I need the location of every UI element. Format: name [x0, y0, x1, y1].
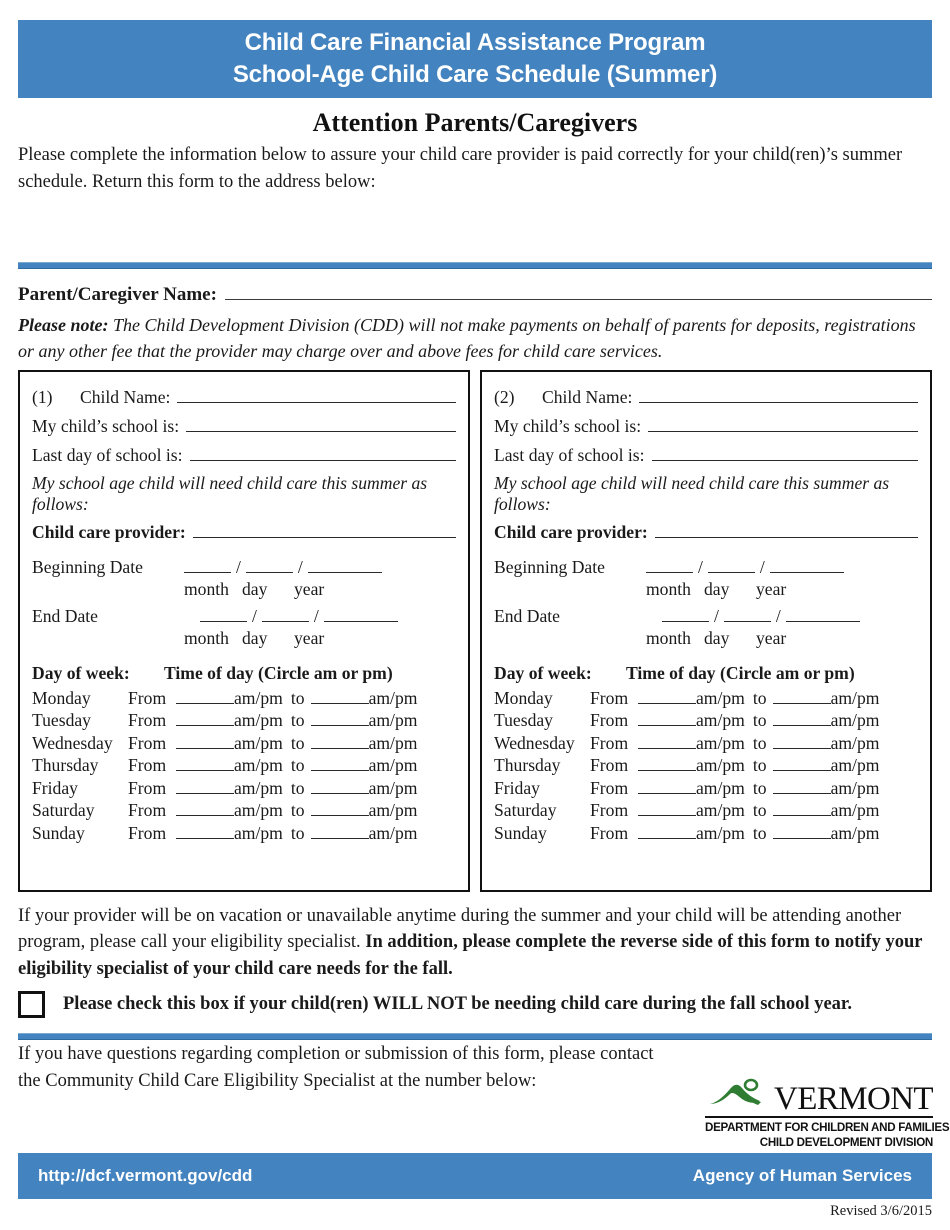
schedule-from-time-input-2-friday[interactable] — [638, 778, 696, 793]
page-title: Attention Parents/Caregivers — [312, 108, 638, 137]
child-name-input-2[interactable] — [639, 386, 918, 403]
last-day-label: Last day of school is: — [32, 444, 183, 465]
schedule-to-time-input-2-saturday[interactable] — [773, 801, 831, 816]
schedule-to-time-input-1-thursday[interactable] — [311, 756, 369, 771]
school-row — [494, 415, 918, 437]
time-of-day-header: Time of day (Circle am or pm) — [626, 663, 855, 684]
schedule-to-time-input-1-wednesday[interactable] — [311, 733, 369, 748]
beginning-year-input-1[interactable] — [308, 557, 382, 573]
child-box-2 — [480, 370, 932, 892]
date-slash: / — [698, 556, 703, 577]
schedule-to-ampm[interactable]: am/pm — [830, 822, 880, 843]
provider-input-2[interactable] — [655, 521, 918, 538]
schedule-to-time-input-2-sunday[interactable] — [773, 823, 831, 838]
schedule-row — [494, 687, 918, 710]
parent-caregiver-name-input[interactable] — [225, 281, 932, 300]
schedule-to-ampm[interactable]: am/pm — [368, 687, 418, 708]
schedule-day-label: Tuesday — [494, 710, 553, 731]
schedule-to-label: to — [752, 710, 767, 731]
schedule-from-ampm[interactable]: am/pm — [696, 710, 745, 731]
schedule-from-label: From — [590, 710, 629, 731]
date-slash: / — [236, 556, 241, 577]
schedule-from-time-input-1-monday[interactable] — [176, 688, 234, 703]
schedule-day-label: Saturday — [494, 800, 557, 821]
day-of-week-header: Day of week: — [494, 663, 592, 684]
logo-top-row — [705, 1074, 933, 1117]
please-note-lead: Please note: — [18, 315, 109, 335]
schedule-from-ampm[interactable]: am/pm — [696, 822, 745, 843]
schedule-day-label: Wednesday — [32, 732, 113, 753]
divider-bottom — [18, 1033, 932, 1040]
schedule-day-label: Tuesday — [32, 710, 91, 731]
end-date-row — [494, 606, 918, 627]
schedule-from-ampm[interactable]: am/pm — [234, 732, 283, 753]
schedule-row — [32, 709, 456, 732]
schedule-to-time-input-2-tuesday[interactable] — [773, 711, 831, 726]
schedule-from-label: From — [590, 800, 629, 821]
schedule-to-time-input-2-thursday[interactable] — [773, 756, 831, 771]
vacation-bold-text: In addition, please complete the reverse side of this form to notify your eligibility specialist of your child care needs for the fall. — [18, 932, 923, 979]
schedule-row — [32, 799, 456, 822]
schedule-row — [32, 732, 456, 755]
parent-caregiver-name-row — [18, 281, 932, 306]
schedule-to-ampm[interactable]: am/pm — [830, 777, 880, 798]
schedule-to-ampm[interactable]: am/pm — [830, 732, 880, 753]
beginning-date-row — [32, 557, 456, 578]
footer-bar — [18, 1153, 932, 1199]
vacation-paragraph — [18, 903, 932, 982]
schedule-from-time-input-2-wednesday[interactable] — [638, 733, 696, 748]
schedule-from-time-input-1-tuesday[interactable] — [176, 711, 234, 726]
schedule-to-label: to — [752, 822, 767, 843]
schedule-to-time-input-2-wednesday[interactable] — [773, 733, 831, 748]
footer-agency: Agency of Human Services — [692, 1166, 912, 1185]
time-of-day-header: Time of day (Circle am or pm) — [164, 663, 393, 684]
intro-paragraph: Please complete the information below to assure your child care provider is paid correctly for your child(ren)’s summer schedule. Return this form to the address below: — [18, 145, 903, 192]
beginning-month-input-1[interactable] — [184, 557, 231, 573]
please-note-paragraph — [18, 313, 932, 364]
end-date-caption — [494, 628, 918, 649]
end-year-input-1[interactable] — [324, 606, 398, 622]
schedule-row — [494, 732, 918, 755]
date-slash: / — [297, 556, 303, 577]
school-label: My child’s school is: — [494, 415, 642, 436]
schedule-from-ampm[interactable]: am/pm — [696, 687, 745, 708]
child-name-label: Child Name: — [542, 386, 633, 407]
schedule-to-time-input-1-monday[interactable] — [311, 688, 369, 703]
divider-top — [18, 262, 932, 269]
caption-month: month — [646, 579, 691, 600]
vermont-logo — [705, 1074, 950, 1149]
end-date-label: End Date — [494, 606, 560, 627]
schedule-day-label: Thursday — [494, 755, 561, 776]
schedule-from-label: From — [128, 800, 167, 821]
schedule-from-ampm[interactable]: am/pm — [234, 777, 283, 798]
schedule-from-time-input-2-thursday[interactable] — [638, 756, 696, 771]
child-boxes-container — [18, 370, 932, 892]
revised-date: Revised 3/6/2015 — [830, 1203, 932, 1219]
schedule-rows-2 — [494, 687, 918, 845]
schedule-to-label: to — [290, 800, 305, 821]
schedule-to-label: to — [752, 800, 767, 821]
schedule-to-ampm[interactable]: am/pm — [368, 777, 418, 798]
summer-note-1: My school age child will need child care this summer as follows: — [32, 472, 428, 514]
schedule-to-label: to — [752, 777, 767, 798]
schedule-from-label: From — [128, 755, 167, 776]
schedule-from-label: From — [128, 710, 167, 731]
end-day-input-1[interactable] — [262, 606, 309, 622]
schedule-from-label: From — [128, 822, 167, 843]
beginning-date-caption — [32, 579, 456, 600]
schedule-from-ampm[interactable]: am/pm — [696, 800, 745, 821]
schedule-from-ampm[interactable]: am/pm — [234, 687, 283, 708]
schedule-row — [32, 822, 456, 845]
schedule-to-label: to — [290, 755, 305, 776]
schedule-from-time-input-2-saturday[interactable] — [638, 801, 696, 816]
schedule-from-ampm[interactable]: am/pm — [696, 732, 745, 753]
caption-year: year — [294, 628, 325, 649]
beginning-month-input-2[interactable] — [646, 557, 693, 573]
end-date-caption — [32, 628, 456, 649]
logo-department: DEPARTMENT FOR CHILDREN AND FAMILIES — [705, 1121, 950, 1134]
child-name-label: Child Name: — [80, 386, 171, 407]
beginning-date-row — [494, 557, 918, 578]
beginning-year-input-2[interactable] — [770, 557, 844, 573]
schedule-to-label: to — [752, 687, 767, 708]
schedule-to-label: to — [290, 777, 305, 798]
schedule-day-label: Saturday — [32, 800, 95, 821]
schedule-table-1 — [32, 663, 456, 844]
schedule-from-ampm[interactable]: am/pm — [234, 822, 283, 843]
schedule-to-time-input-2-friday[interactable] — [773, 778, 831, 793]
schedule-from-ampm[interactable]: am/pm — [234, 710, 283, 731]
caption-month: month — [184, 579, 229, 600]
school-label: My child’s school is: — [32, 415, 180, 436]
caption-day: day — [704, 628, 730, 649]
schedule-to-time-input-1-friday[interactable] — [311, 778, 369, 793]
child-name-input-1[interactable] — [177, 386, 456, 403]
vacation-plain-text: If your provider will be on vacation or unavailable anytime during the summer and your child will be attending another program, please call your eligibility specialist. — [18, 906, 902, 953]
schedule-to-ampm[interactable]: am/pm — [368, 710, 418, 731]
schedule-from-label: From — [128, 732, 167, 753]
beginning-day-input-2[interactable] — [708, 557, 755, 573]
schedule-to-time-input-1-sunday[interactable] — [311, 823, 369, 838]
date-block-1 — [32, 557, 456, 649]
schedule-from-ampm[interactable]: am/pm — [234, 755, 283, 776]
provider-row — [494, 521, 918, 543]
schedule-from-label: From — [590, 822, 629, 843]
day-of-week-header: Day of week: — [32, 663, 130, 684]
schedule-to-label: to — [290, 732, 305, 753]
caption-day: day — [242, 579, 268, 600]
schedule-from-label: From — [590, 777, 629, 798]
schedule-header — [32, 663, 456, 684]
schedule-from-time-input-2-monday[interactable] — [638, 688, 696, 703]
schedule-row — [32, 754, 456, 777]
schedule-to-time-input-1-tuesday[interactable] — [311, 711, 369, 726]
child-name-row — [494, 386, 918, 408]
schedule-to-ampm[interactable]: am/pm — [368, 822, 418, 843]
schedule-row — [494, 777, 918, 800]
child-number-2: (2) — [494, 386, 515, 407]
schedule-from-time-input-1-friday[interactable] — [176, 778, 234, 793]
end-date-label: End Date — [32, 606, 98, 627]
end-date-row — [32, 606, 456, 627]
beginning-day-input-1[interactable] — [246, 557, 293, 573]
provider-label: Child care provider: — [494, 521, 648, 542]
caption-month: month — [646, 628, 691, 649]
last-day-input-2[interactable] — [652, 444, 918, 461]
beginning-date-caption — [494, 579, 918, 600]
schedule-from-ampm[interactable]: am/pm — [234, 800, 283, 821]
schedule-to-ampm[interactable]: am/pm — [830, 800, 880, 821]
caption-year: year — [756, 628, 787, 649]
schedule-to-ampm[interactable]: am/pm — [830, 755, 880, 776]
schedule-row — [32, 687, 456, 710]
schedule-to-ampm[interactable]: am/pm — [368, 800, 418, 821]
schedule-row — [494, 754, 918, 777]
last-day-row — [32, 444, 456, 466]
header-title-line1: Child Care Financial Assistance Program — [244, 29, 706, 57]
last-day-input-1[interactable] — [190, 444, 456, 461]
schedule-day-label: Monday — [32, 687, 91, 708]
schedule-from-label: From — [128, 777, 167, 798]
fall-optout-checkbox[interactable] — [18, 991, 45, 1018]
schedule-from-ampm[interactable]: am/pm — [696, 777, 745, 798]
schedule-from-time-input-1-thursday[interactable] — [176, 756, 234, 771]
schedule-from-time-input-2-sunday[interactable] — [638, 823, 696, 838]
caption-day: day — [704, 579, 730, 600]
beginning-date-label: Beginning Date — [494, 556, 605, 577]
schedule-from-time-input-1-wednesday[interactable] — [176, 733, 234, 748]
caption-month: month — [184, 628, 229, 649]
last-day-label: Last day of school is: — [494, 444, 645, 465]
date-slash: / — [775, 606, 781, 627]
schedule-day-label: Sunday — [494, 822, 547, 843]
schedule-to-label: to — [752, 755, 767, 776]
date-slash: / — [313, 606, 319, 627]
schedule-header — [494, 663, 918, 684]
summer-note-2: My school age child will need child care this summer as follows: — [494, 472, 890, 514]
schedule-day-label: Friday — [494, 777, 540, 798]
logo-division: CHILD DEVELOPMENT DIVISION — [759, 1136, 933, 1149]
provider-input-1[interactable] — [193, 521, 456, 538]
beginning-date-label: Beginning Date — [32, 556, 143, 577]
schedule-day-label: Wednesday — [494, 732, 575, 753]
provider-row — [32, 521, 456, 543]
schedule-day-label: Thursday — [32, 755, 99, 776]
parent-caregiver-name-label: Parent/Caregiver Name: — [18, 284, 217, 306]
schedule-to-label: to — [290, 822, 305, 843]
child-name-row — [32, 386, 456, 408]
schedule-to-ampm[interactable]: am/pm — [830, 710, 880, 731]
schedule-from-label: From — [590, 732, 629, 753]
header-banner — [18, 20, 932, 98]
date-slash: / — [759, 556, 765, 577]
schedule-from-label: From — [590, 687, 629, 708]
date-slash: / — [252, 606, 257, 627]
schedule-to-label: to — [290, 687, 305, 708]
schedule-rows-1 — [32, 687, 456, 845]
date-block-2 — [494, 557, 918, 649]
fall-optout-row — [18, 991, 932, 1018]
schedule-to-label: to — [290, 710, 305, 731]
vermont-mountain-icon — [708, 1078, 770, 1113]
school-input-2[interactable] — [648, 415, 918, 432]
caption-year: year — [756, 579, 787, 600]
child-number-1: (1) — [32, 386, 53, 407]
header-title-line2: School-Age Child Care Schedule (Summer) — [232, 61, 718, 88]
end-month-input-2[interactable] — [662, 606, 709, 622]
child-box-1 — [18, 370, 470, 892]
date-slash: / — [714, 606, 719, 627]
schedule-table-2 — [494, 663, 918, 844]
end-month-input-1[interactable] — [200, 606, 247, 622]
schedule-to-label: to — [752, 732, 767, 753]
schedule-from-time-input-2-tuesday[interactable] — [638, 711, 696, 726]
schedule-day-label: Friday — [32, 777, 78, 798]
questions-line-2: the Community Child Care Eligibility Specialist at the number below: — [18, 1070, 537, 1091]
schedule-from-label: From — [128, 687, 167, 708]
please-note-body: The Child Development Division (CDD) will not make payments on behalf of parents for deposits, registrations or any other fee that the provider may charge over and above fees for child care services. — [18, 315, 916, 361]
fall-optout-label: Please check this box if your child(ren) WILL NOT be needing child care during the fall school year. — [63, 994, 853, 1014]
schedule-day-label: Monday — [494, 687, 553, 708]
caption-year: year — [294, 579, 325, 600]
schedule-to-ampm[interactable]: am/pm — [830, 687, 880, 708]
schedule-from-label: From — [590, 755, 629, 776]
vermont-wordmark: VERMONT — [774, 1080, 933, 1117]
schedule-row — [494, 799, 918, 822]
questions-line-1: If you have questions regarding completion or submission of this form, please contact — [18, 1044, 654, 1064]
schedule-to-time-input-1-saturday[interactable] — [311, 801, 369, 816]
end-year-input-2[interactable] — [786, 606, 860, 622]
end-day-input-2[interactable] — [724, 606, 771, 622]
provider-label: Child care provider: — [32, 521, 186, 542]
schedule-to-ampm[interactable]: am/pm — [368, 732, 418, 753]
schedule-from-ampm[interactable]: am/pm — [696, 755, 745, 776]
school-row — [32, 415, 456, 437]
footer-url[interactable]: http://dcf.vermont.gov/cdd — [38, 1166, 253, 1185]
last-day-row — [494, 444, 918, 466]
schedule-day-label: Sunday — [32, 822, 85, 843]
questions-paragraph — [18, 1041, 718, 1095]
schedule-from-time-input-1-sunday[interactable] — [176, 823, 234, 838]
schedule-to-time-input-2-monday[interactable] — [773, 688, 831, 703]
caption-day: day — [242, 628, 268, 649]
schedule-row — [494, 709, 918, 732]
schedule-from-time-input-1-saturday[interactable] — [176, 801, 234, 816]
schedule-row — [32, 777, 456, 800]
school-input-1[interactable] — [186, 415, 456, 432]
schedule-row — [494, 822, 918, 845]
schedule-to-ampm[interactable]: am/pm — [368, 755, 418, 776]
